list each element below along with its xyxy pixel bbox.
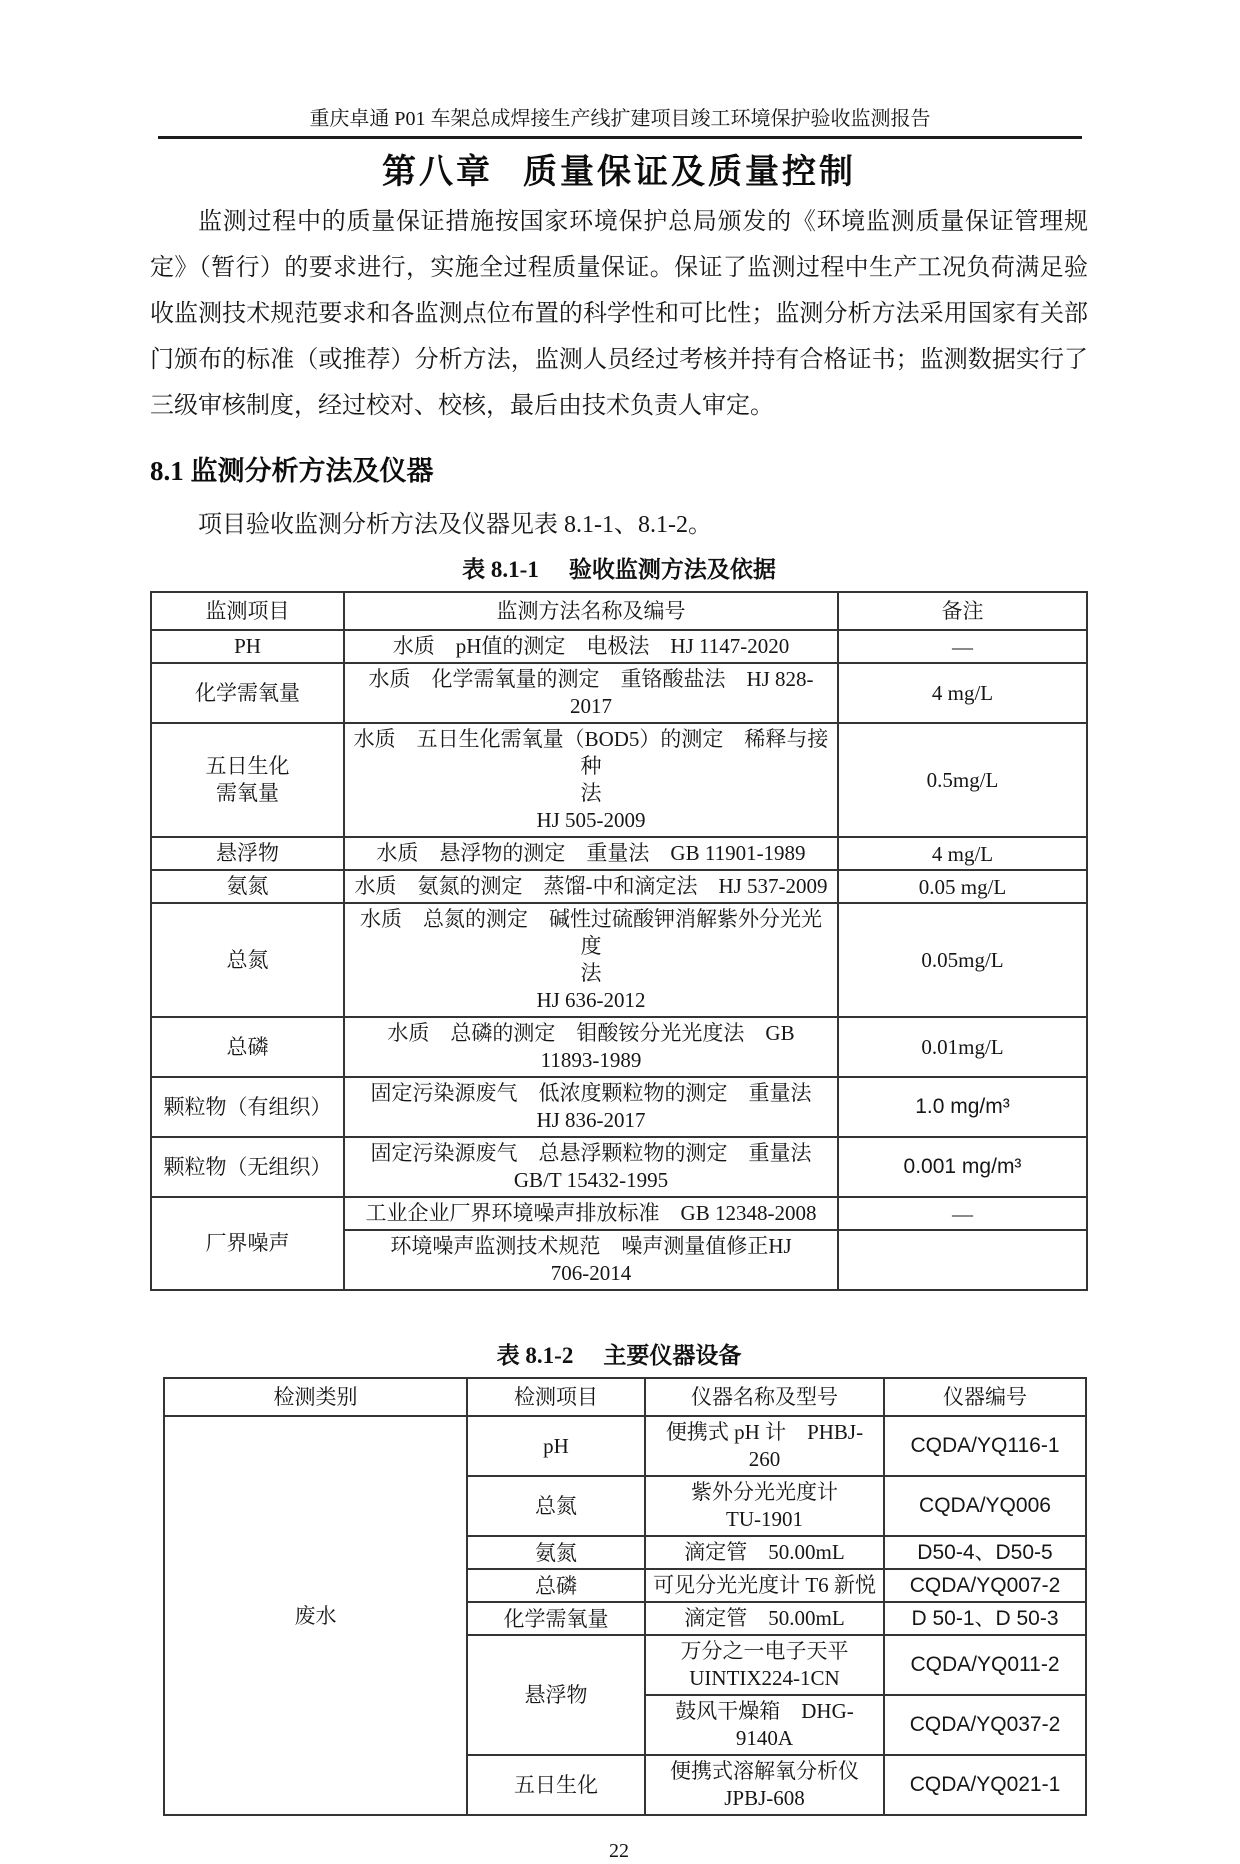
cell-line: 固定污染源废气 低浓度颗粒物的测定 重量法 [370, 1081, 812, 1105]
cell-line: TU-1901 [726, 1507, 803, 1531]
chapter-label: 第八章 [382, 154, 493, 191]
device-cell [645, 1755, 884, 1815]
note-cell: 0.5mg/L [838, 723, 1087, 837]
chapter-paragraph: 监测过程中的质量保证措施按国家环境保护总局颁发的《环境监测质量保证管理规定》（暂行）的要求进行，实施全过程质量保证。保证了监测过程中生产工况负荷满足验收监测技术规范要求和各监测点位布置的科学性和可比性；监测分析方法采用国家有关部门颁布的标准（或推荐）分析方法，监测人员经过考核并持有合格证书；监测数据实行了三级审核制度，经过校对、校核，最后由技术负责人审定。 [150, 209, 1088, 419]
table-row [151, 1137, 1087, 1197]
instrument-id-cell: D 50-1、D 50-3 [884, 1602, 1086, 1635]
instruments-table-head [164, 1378, 1086, 1416]
methods-table-head [151, 592, 1087, 630]
cell-line: 法 [580, 781, 602, 805]
section-intro: 项目验收监测分析方法及仪器见表 8.1-1、8.1-2。 [198, 512, 712, 538]
detection-item-cell: 总氮 [467, 1476, 645, 1536]
page-content [150, 153, 1088, 1864]
cell-line: 环境噪声监测技术规范 噪声测量值修正HJ [390, 1234, 792, 1258]
table2-caption [150, 1341, 1088, 1371]
table-header-row [164, 1378, 1086, 1416]
table1-caption-title: 验收监测方法及依据 [568, 557, 776, 582]
table-row [151, 723, 1087, 837]
column-header: 仪器名称及型号 [645, 1378, 884, 1416]
cell-line: 水质 化学需氧量的测定 重铬酸盐法 HJ 828-2017 [368, 667, 814, 718]
cell-line: 工业企业厂界环境噪声排放标准 GB 12348-2008 [365, 1201, 817, 1225]
methods-table [150, 591, 1088, 1291]
method-cell [344, 870, 838, 903]
column-header: 检测类别 [164, 1378, 467, 1416]
cell-line: HJ 505-2009 [536, 808, 646, 832]
note-cell: 4 mg/L [838, 837, 1087, 870]
method-cell [344, 630, 838, 663]
cell-line: 便携式 pH 计 PHBJ-260 [665, 1420, 864, 1471]
table2-caption-label: 表 8.1-2 [496, 1343, 574, 1368]
note-cell: 0.001 mg/m³ [838, 1137, 1087, 1197]
device-cell [645, 1536, 884, 1569]
table-row [151, 630, 1087, 663]
table2-caption-title: 主要仪器设备 [603, 1343, 742, 1368]
device-cell [645, 1602, 884, 1635]
table1-caption-label: 表 8.1-1 [462, 557, 539, 582]
method-cell [344, 903, 838, 1017]
table-header-row [151, 592, 1087, 630]
instrument-id-cell: D50-4、D50-5 [884, 1536, 1086, 1569]
device-cell [645, 1416, 884, 1476]
cell-line: 法 [580, 961, 602, 985]
detection-item-cell: 氨氮 [467, 1536, 645, 1569]
monitoring-item-cell [151, 870, 344, 903]
cell-line: GB/T 15432-1995 [513, 1168, 669, 1192]
column-header: 检测项目 [467, 1378, 645, 1416]
detection-item-cell: 五日生化 [467, 1755, 645, 1815]
method-cell [344, 663, 838, 723]
cell-line: 五日生化 [205, 754, 290, 778]
cell-line: 颗粒物（无组织） [163, 1154, 332, 1179]
detection-item-cell: pH [467, 1416, 645, 1476]
methods-table-body [151, 630, 1087, 1290]
table-row [151, 1017, 1087, 1077]
monitoring-item-cell [151, 1197, 344, 1290]
instrument-id-cell: CQDA/YQ116-1 [884, 1416, 1086, 1476]
note-cell: 4 mg/L [838, 663, 1087, 723]
cell-line: 水质 悬浮物的测定 重量法 GB 11901-1989 [376, 841, 806, 865]
section-heading: 8.1 监测分析方法及仪器 [150, 456, 434, 486]
instruments-table [163, 1377, 1087, 1816]
column-header: 监测项目 [151, 592, 344, 630]
cell-line: 厂界噪声 [205, 1231, 290, 1255]
cell-line: 水质 氨氮的测定 蒸馏-中和滴定法 HJ 537-2009 [354, 874, 828, 898]
cell-line: 颗粒物（有组织） [163, 1094, 332, 1119]
table-row [151, 1197, 1087, 1230]
detection-item-cell: 化学需氧量 [467, 1602, 645, 1635]
cell-line: HJ 636-2012 [536, 988, 646, 1012]
method-cell [344, 723, 838, 837]
instrument-id-cell: CQDA/YQ037-2 [884, 1695, 1086, 1755]
note-cell: 0.05 mg/L [838, 870, 1087, 903]
method-cell [344, 1197, 838, 1230]
cell-line: 紫外分光光度计 [691, 1480, 838, 1504]
cell-line: 固定污染源废气 总悬浮颗粒物的测定 重量法 [370, 1141, 812, 1165]
table-row [151, 1077, 1087, 1137]
column-header: 监测方法名称及编号 [344, 592, 838, 630]
header-rule [158, 136, 1082, 139]
cell-line: JPBJ-608 [724, 1786, 805, 1810]
table-row [151, 870, 1087, 903]
note-cell: 1.0 mg/m³ [838, 1077, 1087, 1137]
cell-line: 悬浮物 [216, 841, 279, 865]
table-row [151, 903, 1087, 1017]
cell-line: 滴定管 50.00mL [684, 1606, 845, 1630]
note-cell: — [838, 630, 1087, 663]
cell-line: 需氧量 [216, 781, 279, 805]
cell-line: 万分之一电子天平 [680, 1639, 849, 1663]
monitoring-item-cell [151, 630, 344, 663]
table-row [151, 837, 1087, 870]
note-cell [838, 1230, 1087, 1290]
running-header: 重庆卓通 P01 车架总成焊接生产线扩建项目竣工环境保护验收监测报告 [309, 108, 931, 130]
monitoring-item-cell [151, 723, 344, 837]
instrument-id-cell: CQDA/YQ006 [884, 1476, 1086, 1536]
monitoring-item-cell [151, 1017, 344, 1077]
method-cell [344, 1017, 838, 1077]
device-cell [645, 1635, 884, 1695]
monitoring-item-cell [151, 1077, 344, 1137]
cell-line: 可见分光光度计 T6 新悦 [653, 1573, 876, 1597]
cell-line: 11893-1989 [540, 1048, 642, 1072]
cell-line: 水质 pH值的测定 电极法 HJ 1147-2020 [392, 634, 790, 658]
cell-line: 总氮 [226, 947, 269, 972]
cell-line: 氨氮 [226, 874, 269, 898]
cell-line: 鼓风干燥箱 DHG-9140A [675, 1699, 854, 1750]
detection-item-cell: 总磷 [467, 1569, 645, 1602]
note-cell: — [838, 1197, 1087, 1230]
cell-line: HJ 836-2017 [536, 1108, 646, 1132]
chapter-title [150, 153, 1088, 193]
category-cell: 废水 [164, 1416, 467, 1815]
cell-line: 总磷 [226, 1034, 269, 1059]
cell-line: 水质 总氮的测定 碱性过硫酸钾消解紫外分光光度 [360, 907, 822, 958]
cell-line: 化学需氧量 [195, 680, 300, 705]
table-row [151, 663, 1087, 723]
device-cell [645, 1569, 884, 1602]
column-header: 仪器编号 [884, 1378, 1086, 1416]
monitoring-item-cell [151, 837, 344, 870]
instruments-table-body [164, 1416, 1086, 1815]
method-cell [344, 1230, 838, 1290]
cell-line: 水质 总磷的测定 钼酸铵分光光度法 GB [387, 1021, 795, 1045]
method-cell [344, 837, 838, 870]
column-header: 备注 [838, 592, 1087, 630]
cell-line: 706-2014 [550, 1261, 632, 1285]
chapter-title-text: 质量保证及质量控制 [523, 154, 856, 191]
instrument-id-cell: CQDA/YQ007-2 [884, 1569, 1086, 1602]
device-cell [645, 1476, 884, 1536]
cell-line: UINTIX224-1CN [689, 1666, 840, 1690]
detection-item-cell: 悬浮物 [467, 1635, 645, 1755]
method-cell [344, 1077, 838, 1137]
method-cell [344, 1137, 838, 1197]
note-cell: 0.01mg/L [838, 1017, 1087, 1077]
cell-line: PH [234, 634, 261, 658]
instrument-id-cell: CQDA/YQ011-2 [884, 1635, 1086, 1695]
page-number: 22 [609, 1840, 629, 1862]
monitoring-item-cell [151, 1137, 344, 1197]
instrument-id-cell: CQDA/YQ021-1 [884, 1755, 1086, 1815]
device-cell [645, 1695, 884, 1755]
table1-caption [150, 555, 1088, 585]
note-cell: 0.05mg/L [838, 903, 1087, 1017]
cell-line: 滴定管 50.00mL [684, 1540, 845, 1564]
cell-line: 水质 五日生化需氧量（BOD5）的测定 稀释与接种 [353, 727, 829, 778]
monitoring-item-cell [151, 663, 344, 723]
monitoring-item-cell [151, 903, 344, 1017]
cell-line: 便携式溶解氧分析仪 [670, 1759, 859, 1783]
table-row [164, 1416, 1086, 1476]
